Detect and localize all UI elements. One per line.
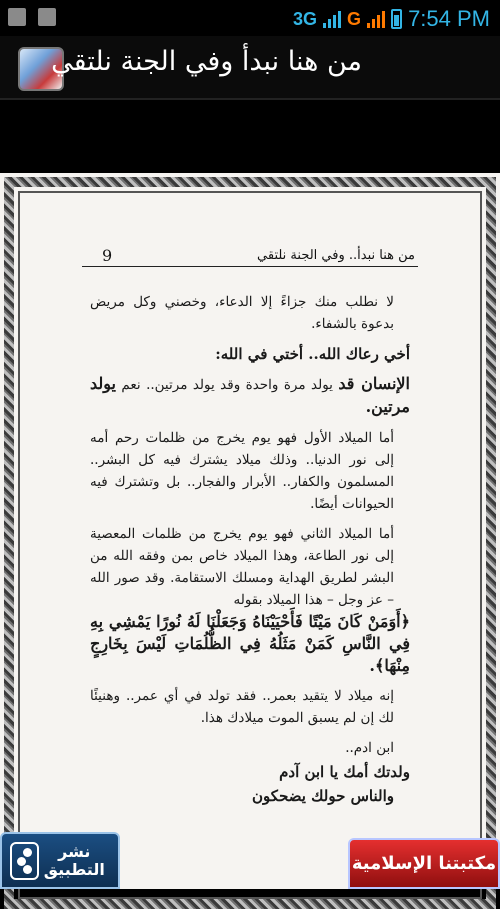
network-g: G [347,8,362,29]
app-bar [0,36,500,100]
poem-line-1: ابن ادم.. [345,740,394,756]
status-bar [0,0,500,36]
paragraph-4: أما الميلاد الأول فهو يوم يخرج من ظلمات رحم أمه إلى نور الدنيا.. وذلك ميلاد يشترك فيه كل البشر.. المسلمون والكفار.. الأبرار والفجار.. بل وتشترك فيه الحيوانات أيضًا. [90,430,394,512]
share-label: نشر التطبيق [43,841,105,879]
page-header: من هنا نبدأ.. وفي الجنة نلتقي [257,248,415,263]
paragraph-6: إنه ميلاد لا يتقيد بعمر.. فقد تولد في أي عمر.. وهنيئًا لك إن لم يسبق الموت ميلادك هذا. [90,688,394,726]
paragraph-1: لا نطلب منك جزاءً إلا الدعاء، وخصني وكل مريض بدعوة بالشفاء. [90,294,394,332]
app-title: من هنا نبدأ وفي الجنة نلتقي [51,46,362,77]
signal-icon-2 [367,10,385,28]
share-icon [10,842,39,880]
briefcase-icon [38,8,56,26]
page-number: 9 [102,246,113,265]
poem-line-2: ولدتك أمك يا ابن آدم [279,763,410,781]
page-text [90,291,410,815]
book-page[interactable] [0,173,500,889]
paragraph-3 [90,373,410,419]
paragraph-3-bold: الإنسان قد [338,374,410,393]
battery-icon [391,9,402,29]
poem-line-3: والناس حولك يضحكون [252,787,394,805]
share-app-button[interactable] [0,832,120,889]
verse: ﴿أَوَمَنْ كَانَ مَيْتًا فَأَحْيَيْنَاهُ وَجَعَلْنَا لَهُ نُورًا يَمْشِي بِهِ فِي النَّاسِ كَمَنْ مَثَلُهُ فِي الظُّلُمَاتِ لَيْسَ بِخَارِجٍ مِنْهَا﴾. [90,612,410,675]
image-icon [8,8,26,26]
signal-icon [323,10,341,28]
paragraph-5: أما الميلاد الثاني فهو يوم يخرج من ظلمات المعصية إلى نور الطاعة، وهذا الميلاد خاص بمن وفقه الله من البشر لطريق الهداية ومسلك الاستقامة. وقد صور الله – عز وجل – هذا الميلاد بقوله [90,526,394,608]
paragraph-3-text: يولد مرة واحدة وقد يولد مرتين.. نعم [116,377,339,393]
paragraph-2: أخي رعاك الله.. أختي في الله: [215,345,410,363]
clock: 7:54 PM [408,6,490,31]
paragraph-3-bold-2: يولد مرتين. [90,374,410,416]
header-divider [82,266,418,267]
islamic-library-button[interactable]: مكتبتنا الإسلامية [348,838,500,889]
network-3g: 3G [293,8,318,29]
